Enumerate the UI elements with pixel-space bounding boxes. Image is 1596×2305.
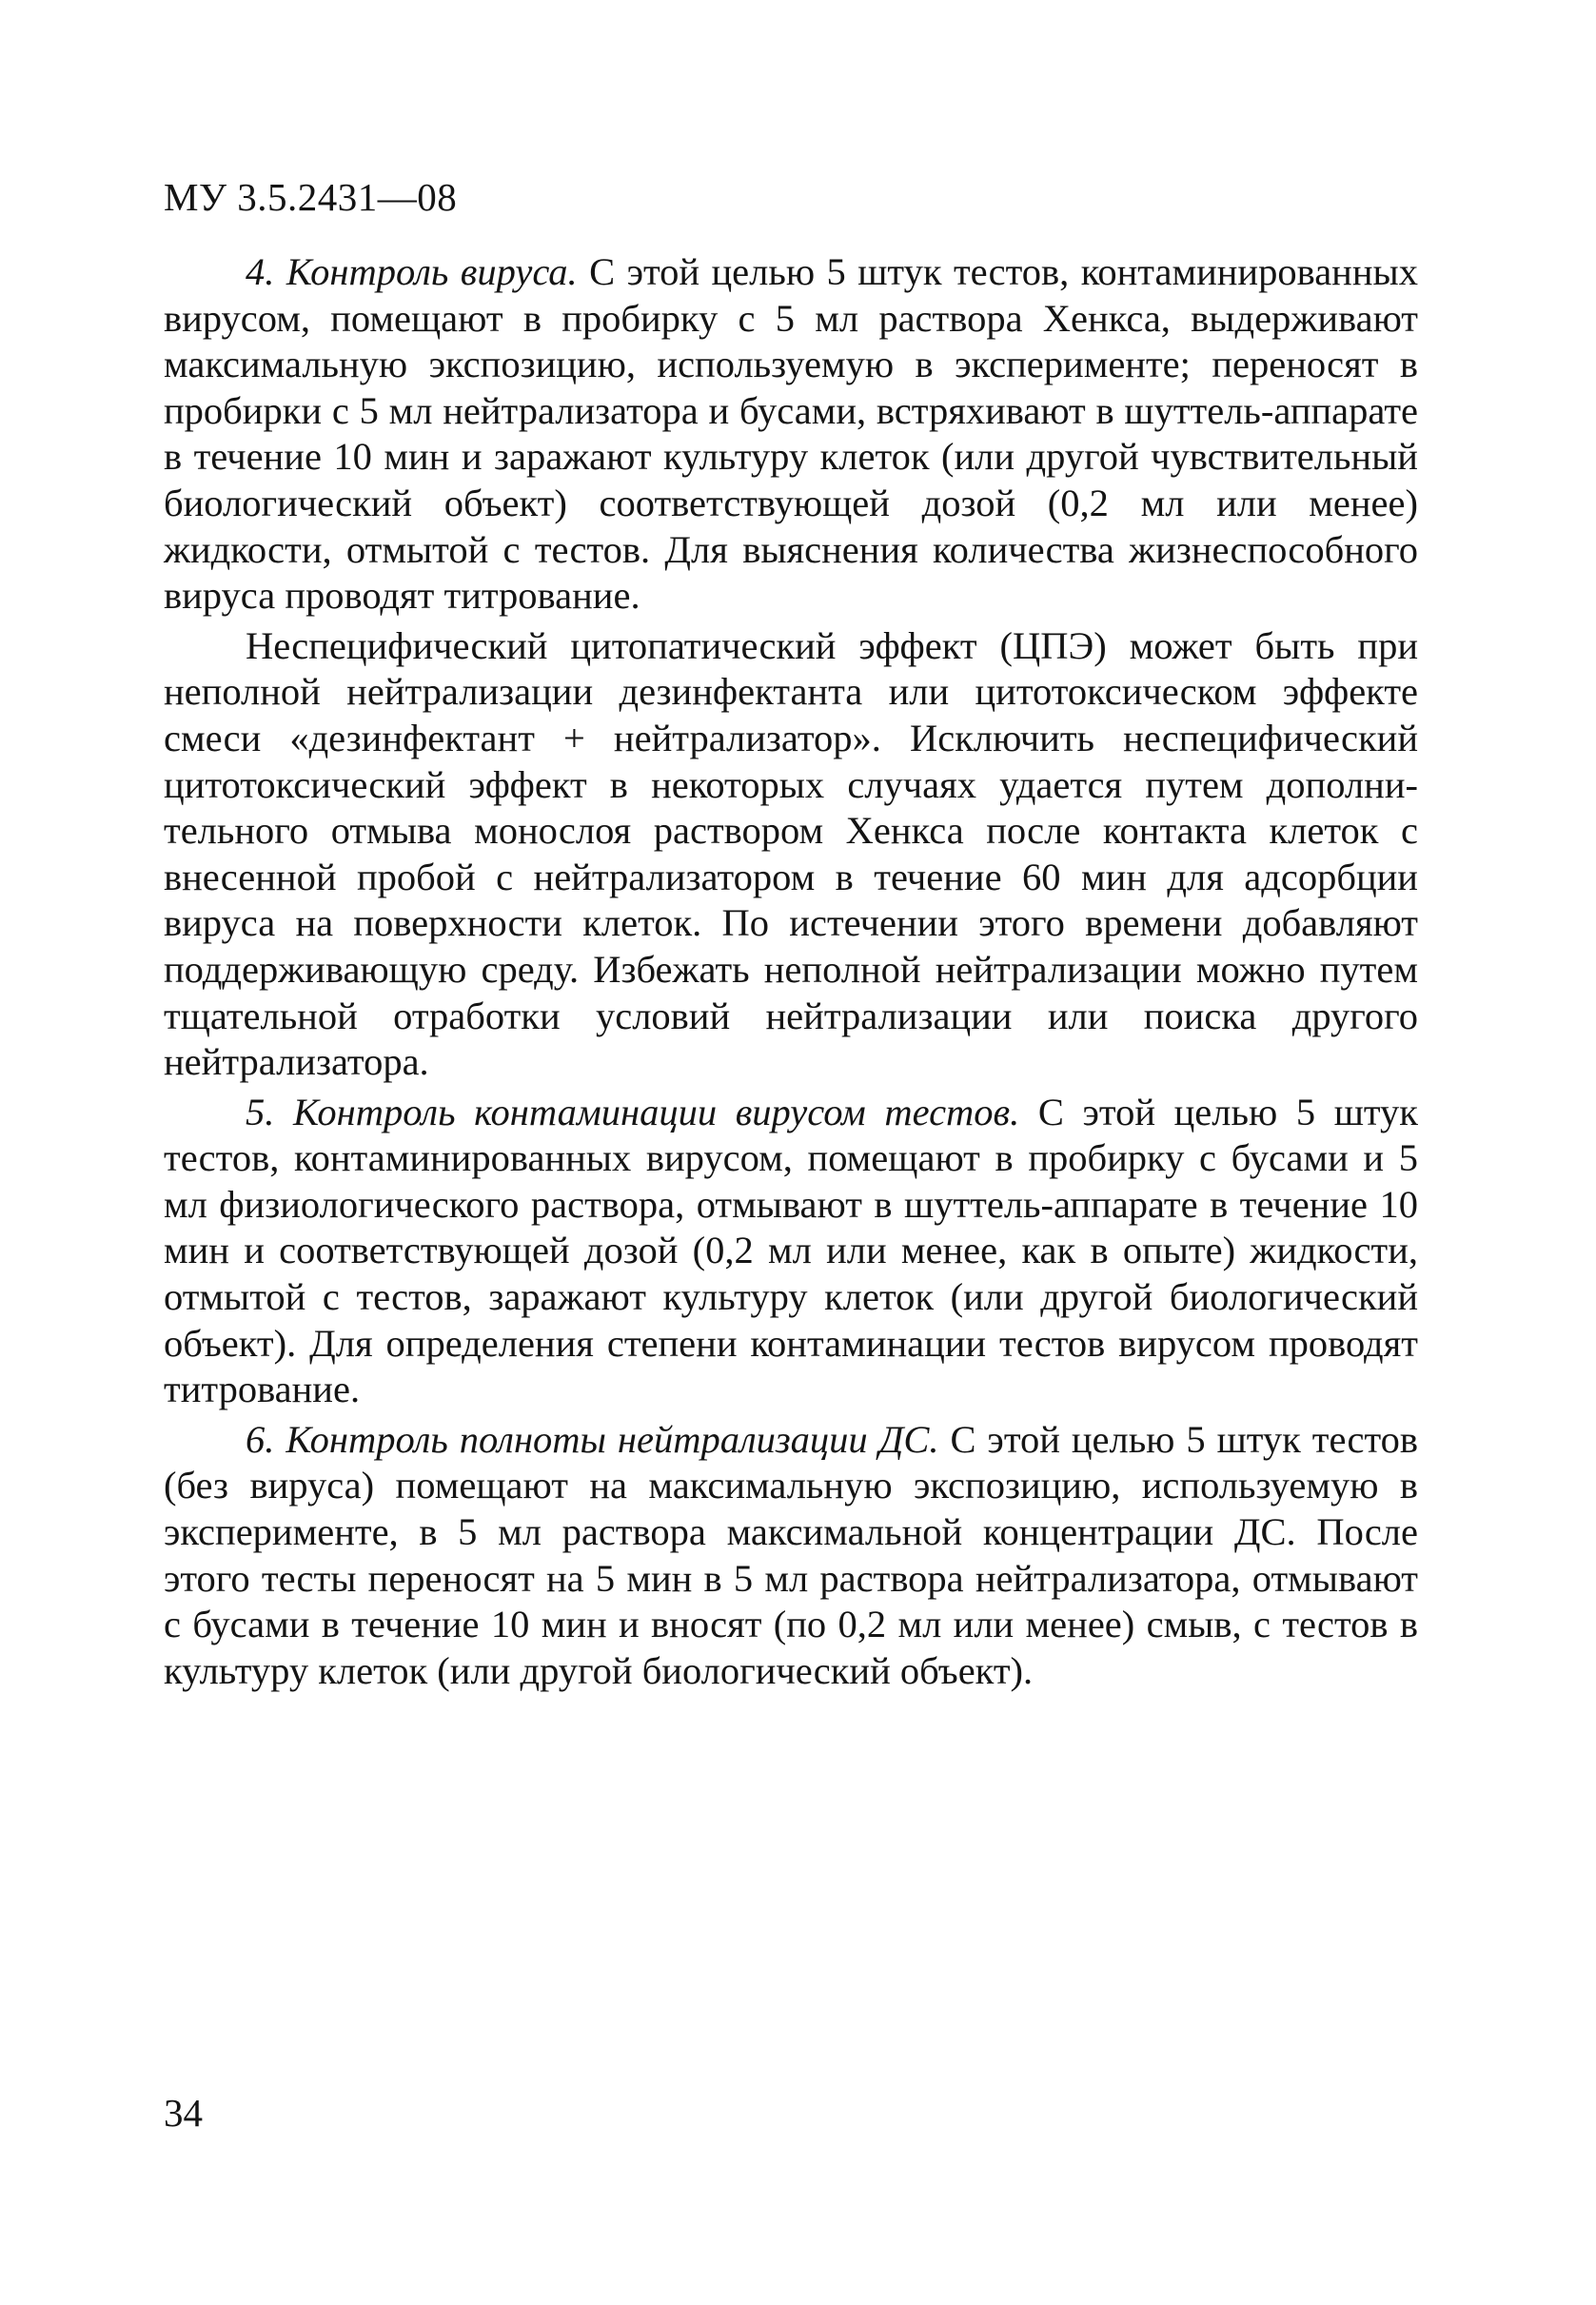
paragraph-contamination-control bbox=[164, 1090, 1418, 1413]
paragraph-title: 6. Контроль полноты нейтрализации ДС. bbox=[246, 1417, 939, 1461]
paragraph-virus-control bbox=[164, 249, 1418, 620]
paragraph-nonspecific-cpe bbox=[164, 623, 1418, 1086]
paragraph-text: С этой целью 5 штук тестов, контаминированных вирусом, помещают в пробирку с бусами и 5 мл физиологического раствора, отмывают в шуттель-аппарате в течение 10 мин и соответствующей дозой (0,2 мл или менее, как в опыте) жидкости, отмытой с тестов, заражают культуру клеток (или другой биологический объект). Для определения степени контаминации тестов вирусом проводят титрование. bbox=[164, 1090, 1418, 1411]
paragraph-title: 5. Контроль контаминации вирусом тестов. bbox=[246, 1090, 1020, 1133]
paragraph-title: 4. Контроль вируса. bbox=[246, 250, 578, 293]
paragraph-text: С этой целью 5 штук тестов, контаминированных вирусом, помещают в пробирку с 5 мл раствора Хенкса, выдерживают максимальную экспозицию, используемую в эксперименте; переносят в пробирки с 5 мл нейтрализатора и бусами, встряхивают в шуттель-аппарате в течение 10 мин и заражают культуру клеток (или другой чувствительный биологический объект) соответствующей дозой (0,2 мл или менее) жидкости, отмытой с тестов. Для выяснения количества жизнеспособного вируса проводят титрование. bbox=[164, 250, 1418, 618]
document-body bbox=[164, 249, 1418, 1698]
page-number: 34 bbox=[164, 2091, 203, 2135]
document-code-header: МУ 3.5.2431—08 bbox=[164, 175, 458, 219]
paragraph-neutralization-control bbox=[164, 1417, 1418, 1695]
paragraph-text: С этой целью 5 штук тестов (без вируса) помещают на максимальную экспозицию, используемую в эксперименте, в 5 мл раствора максимальной концентрации ДС. После этого тесты переносят на 5 мин в 5 мл раствора нейтрализатора, отмывают с бусами в течение 10 мин и вносят (по 0,2 мл или менее) смыв, с тестов в культуру клеток (или другой биологический объект). bbox=[164, 1417, 1418, 1692]
paragraph-text: Неспецифический цитопатический эффект (ЦПЭ) может быть при неполной нейтрализации дезинфектанта или цитотоксическом эффекте смеси «дезинфектант + нейтрализатор». Исключить неспецифический цитотоксический эффект в некоторых случаях удается путем дополнительного отмыва монослоя раствором Хенкса после контакта клеток с внесенной пробой с нейтрализатором в течение 60 мин для адсорбции вируса на поверхности клеток. По истечении этого времени добавляют поддерживающую среду. Избежать неполной нейтрализации можно путем тщательной отработки условий нейтрализации или поиска другого нейтрализатора. bbox=[164, 623, 1418, 1084]
